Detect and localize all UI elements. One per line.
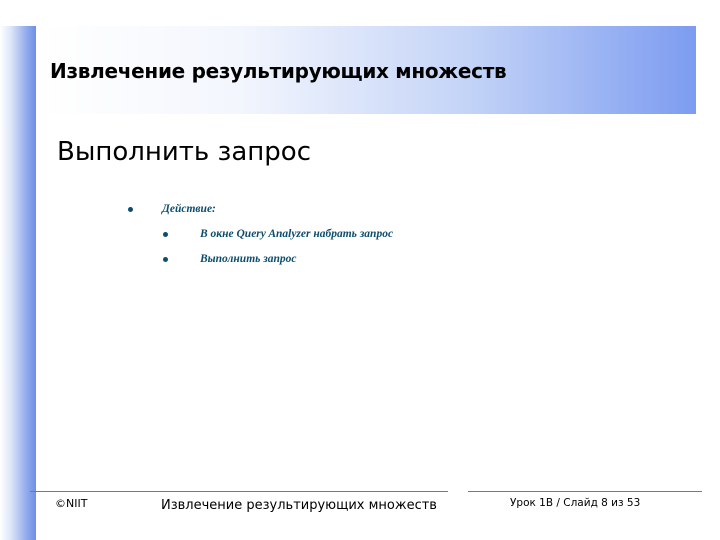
bullet-item-type-query: В окне Query Analyzer набрать запрос (200, 228, 394, 240)
footer-copyright: ©NIIT (55, 497, 88, 510)
slide-title: Извлечение результирующих множеств (50, 59, 507, 83)
footer-slide-counter: Урок 1B / Слайд 8 из 53 (510, 497, 641, 509)
slide-subheading: Выполнить запрос (57, 137, 311, 167)
left-decorative-bar (0, 26, 36, 540)
footer-title: Извлечение результирующих множеств (161, 498, 437, 513)
bullet-item-run-query: Выполнить запрос (200, 253, 297, 265)
footer-divider (30, 491, 448, 492)
bullet-dot (163, 257, 168, 262)
footer-divider (468, 491, 702, 492)
bullet-dot (163, 232, 168, 237)
bullet-dot (128, 207, 133, 212)
bullet-item-action: Действие: (162, 203, 216, 215)
